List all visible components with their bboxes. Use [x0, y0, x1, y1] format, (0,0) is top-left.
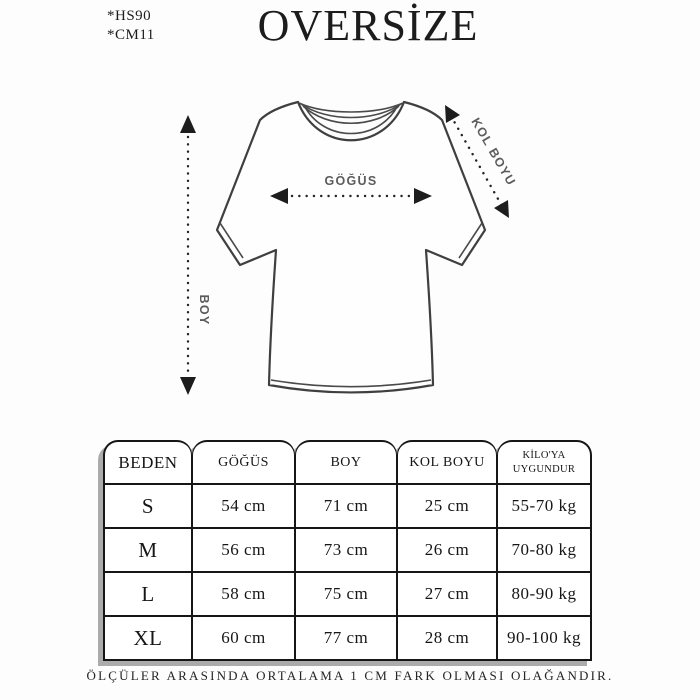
- tolerance-footnote: ÖLÇÜLER ARASINDA ORTALAMA 1 CM FARK OLMASI OLAĞANDIR.: [86, 668, 614, 683]
- sleeve-value: 25 cm: [397, 485, 497, 529]
- column-header-beden: BEDEN: [103, 440, 192, 485]
- product-code-2: *CM11: [107, 27, 155, 43]
- page-title: OVERSİZE: [257, 1, 479, 50]
- sleeve-value: 26 cm: [397, 529, 497, 573]
- size-table-container: [103, 440, 592, 661]
- table-header-row: [103, 440, 592, 485]
- tshirt-measurement-diagram: [100, 85, 600, 420]
- chest-value: 54 cm: [192, 485, 295, 529]
- arrowhead-up-icon: [180, 115, 196, 133]
- column-header-gogus: GÖĞÜS: [192, 440, 295, 485]
- size-cell: L: [103, 573, 192, 617]
- chest-value: 56 cm: [192, 529, 295, 573]
- column-header-kol-boyu: KOL BOYU: [397, 440, 497, 485]
- arrowhead-downright-icon: [494, 200, 509, 218]
- size-table: [103, 440, 592, 661]
- size-cell: XL: [103, 617, 192, 661]
- chest-label: GÖĞÜS: [324, 174, 378, 188]
- product-code-1: *HS90: [107, 8, 152, 24]
- weight-value: 70-80 kg: [497, 529, 592, 573]
- tshirt-outline: [217, 102, 485, 393]
- sleeve-value: 27 cm: [397, 573, 497, 617]
- length-value: 73 cm: [295, 529, 397, 573]
- arrowhead-down-icon: [180, 377, 196, 395]
- sleeve-length-label: KOL BOYU: [468, 115, 519, 189]
- chest-value: 58 cm: [192, 573, 295, 617]
- chest-value: 60 cm: [192, 617, 295, 661]
- length-value: 75 cm: [295, 573, 397, 617]
- table-row-l: [103, 573, 592, 617]
- weight-value: 80-90 kg: [497, 573, 592, 617]
- size-cell: S: [103, 485, 192, 529]
- column-header-boy: BOY: [295, 440, 397, 485]
- column-header-kilo: KİLO'YA UYGUNDUR: [497, 440, 592, 485]
- length-arrow: [180, 115, 211, 395]
- arrowhead-upleft-icon: [445, 105, 460, 123]
- sleeve-value: 28 cm: [397, 617, 497, 661]
- weight-value: 90-100 kg: [497, 617, 592, 661]
- table-row-m: [103, 529, 592, 573]
- size-cell: M: [103, 529, 192, 573]
- length-value: 77 cm: [295, 617, 397, 661]
- tshirt-drawing: [217, 102, 485, 393]
- table-row-s: [103, 485, 592, 529]
- weight-value: 55-70 kg: [497, 485, 592, 529]
- table-row-xl: [103, 617, 592, 661]
- body-length-label: BOY: [197, 294, 211, 326]
- length-value: 71 cm: [295, 485, 397, 529]
